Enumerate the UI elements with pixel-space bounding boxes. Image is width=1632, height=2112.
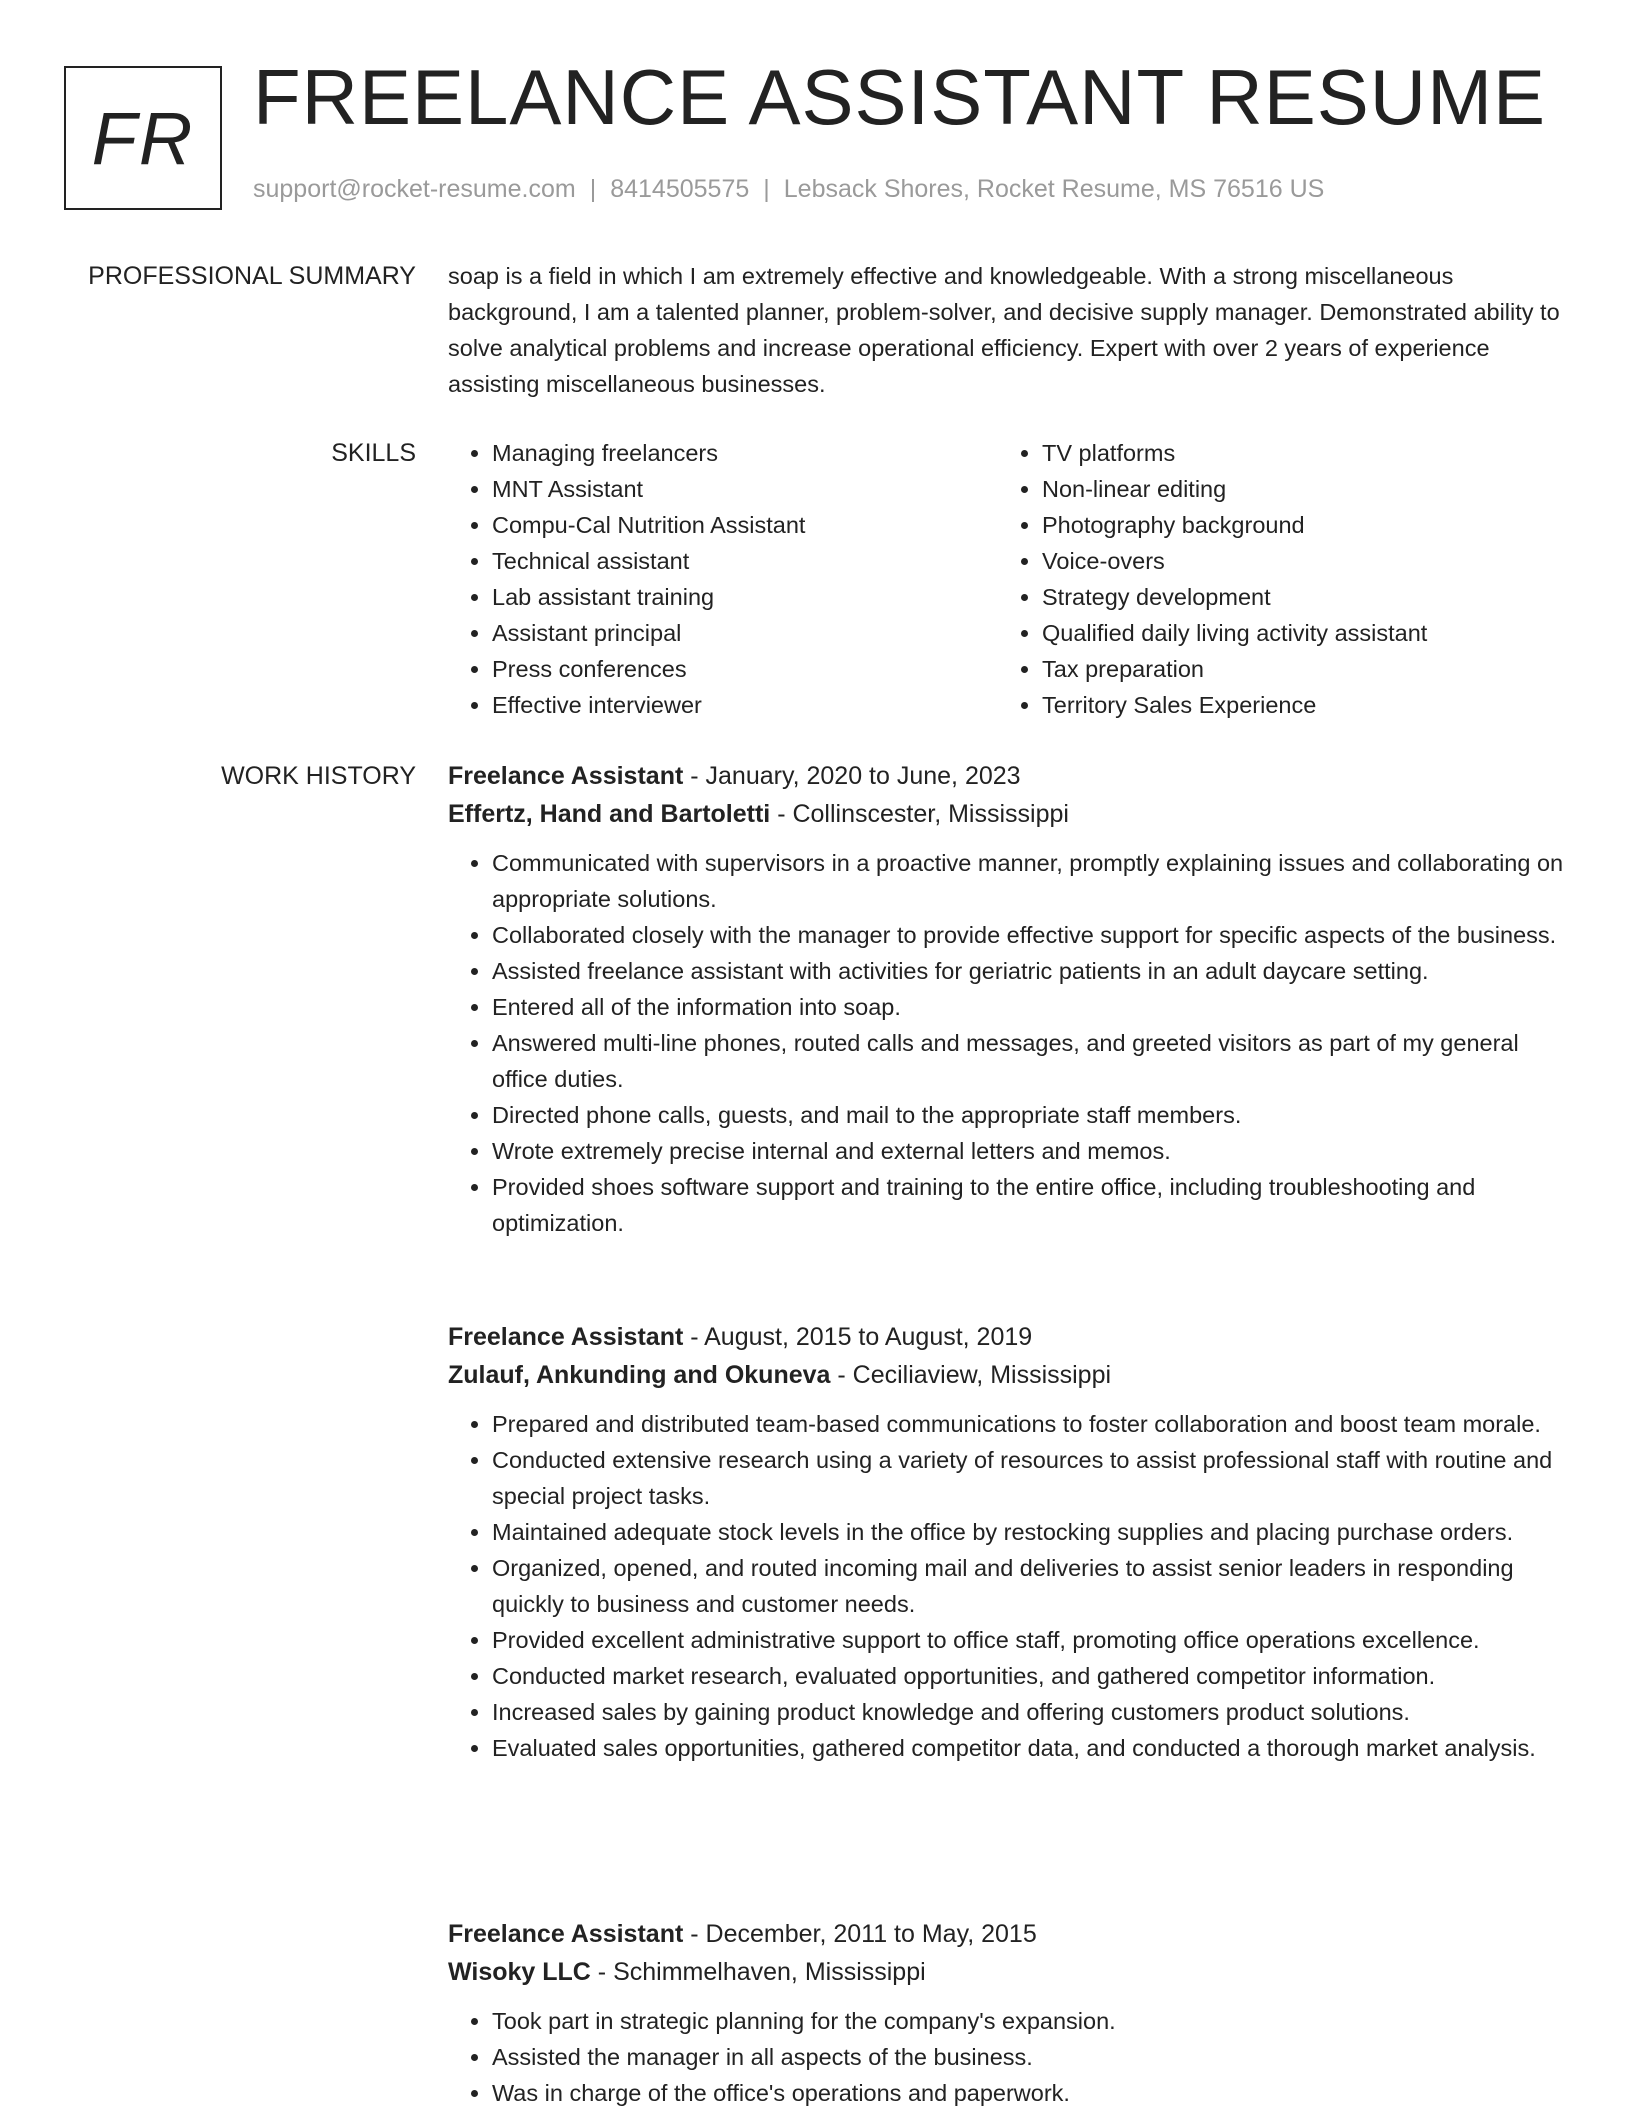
job-location: - Collinscester, Mississippi [770, 800, 1069, 828]
skills-column-right [998, 435, 1558, 723]
skill-item: • Managing freelancers [492, 435, 968, 471]
job-company: Effertz, Hand and Bartoletti [448, 800, 771, 828]
job-title: Freelance Assistant [448, 762, 684, 790]
job-title-line [448, 1915, 1578, 1953]
job-bullet: • Was in charge of the office's operations and paperwork. [492, 2075, 1578, 2111]
job-title-line [448, 1318, 1578, 1356]
job-title: Freelance Assistant [448, 1323, 684, 1351]
job-bullet: • Communicated with supervisors in a proactive manner, promptly explaining issues and collaborating on appropriate solutions. [492, 845, 1578, 917]
job-location: - Ceciliaview, Mississippi [830, 1361, 1112, 1389]
job-bullet: • Assisted freelance assistant with activities for geriatric patients in an adult daycare setting. [492, 953, 1578, 989]
skill-item: • Strategy development [1042, 579, 1558, 615]
job-entry [448, 1915, 1578, 2111]
job-bullets [448, 1406, 1578, 1766]
job-bullet: • Evaluated sales opportunities, gathered competitor data, and conducted a thorough market analysis. [492, 1730, 1578, 1766]
job-bullet: • Conducted market research, evaluated opportunities, and gathered competitor information. [492, 1658, 1578, 1694]
job-bullet: • Entered all of the information into soap. [492, 989, 1578, 1025]
section-label-skills: SKILLS [331, 439, 416, 467]
job-dates: - January, 2020 to June, 2023 [683, 762, 1021, 790]
job-company: Zulauf, Ankunding and Okuneva [448, 1361, 831, 1389]
monogram-logo: FR [64, 66, 222, 210]
skill-item: • Photography background [1042, 507, 1558, 543]
job-dates: - December, 2011 to May, 2015 [683, 1920, 1037, 1948]
skill-item: • MNT Assistant [492, 471, 968, 507]
section-label-work-history: WORK HISTORY [221, 762, 416, 790]
job-bullet: • Provided shoes software support and training to the entire office, including troubleshooting and optimization. [492, 1169, 1578, 1241]
job-title: Freelance Assistant [448, 1920, 684, 1948]
job-bullet: • Assisted the manager in all aspects of the business. [492, 2039, 1578, 2075]
job-title-line [448, 757, 1578, 795]
job-bullet: • Directed phone calls, guests, and mail to the appropriate staff members. [492, 1097, 1578, 1133]
job-bullet: • Maintained adequate stock levels in the office by restocking supplies and placing purchase orders. [492, 1514, 1578, 1550]
skill-item: • Tax preparation [1042, 651, 1558, 687]
skill-item: • Non-linear editing [1042, 471, 1558, 507]
job-company-line [448, 1953, 1578, 1991]
skills-column-left [448, 435, 968, 723]
skill-item: • Territory Sales Experience [1042, 687, 1558, 723]
contact-line [253, 175, 1324, 204]
skill-item: • Compu-Cal Nutrition Assistant [492, 507, 968, 543]
job-bullet: • Organized, opened, and routed incoming mail and deliveries to assist senior leaders in responding quickly to business and customer needs. [492, 1550, 1578, 1622]
summary-text: soap is a field in which I am extremely effective and knowledgeable. With a strong miscellaneous background, I am a talented planner, problem-solver, and decisive supply manager. Demonstrated ability to solve analytical problems and increase operational efficiency. Expert with over 2 years of experience assisting miscellaneous businesses. [448, 263, 1560, 397]
job-bullet: • Prepared and distributed team-based communications to foster collaboration and boost team morale. [492, 1406, 1578, 1442]
skill-item: • Qualified daily living activity assistant [1042, 615, 1558, 651]
contact-email[interactable]: support@rocket-resume.com [253, 175, 576, 203]
skill-item: • TV platforms [1042, 435, 1558, 471]
job-entry [448, 1318, 1578, 1766]
resume-title: FREELANCE ASSISTANT RESUME [253, 53, 1547, 141]
resume-header [0, 0, 1632, 220]
job-bullet: • Collaborated closely with the manager to provide effective support for specific aspects of the business. [492, 917, 1578, 953]
job-bullets [448, 845, 1578, 1241]
skill-item: • Lab assistant training [492, 579, 968, 615]
job-company-line [448, 1356, 1578, 1394]
contact-separator: | [763, 175, 770, 203]
job-location: - Schimmelhaven, Mississippi [590, 1958, 926, 1986]
skill-item: • Assistant principal [492, 615, 968, 651]
job-bullet: • Answered multi-line phones, routed calls and messages, and greeted visitors as part of my general office duties. [492, 1025, 1578, 1097]
job-bullets [448, 2003, 1578, 2111]
job-bullet: • Took part in strategic planning for the company's expansion. [492, 2003, 1578, 2039]
job-bullet: • Increased sales by gaining product knowledge and offering customers product solutions. [492, 1694, 1578, 1730]
skill-item: • Press conferences [492, 651, 968, 687]
skill-item: • Voice-overs [1042, 543, 1558, 579]
job-dates: - August, 2015 to August, 2019 [683, 1323, 1033, 1351]
section-label-summary: PROFESSIONAL SUMMARY [88, 262, 416, 290]
job-bullet: • Wrote extremely precise internal and external letters and memos. [492, 1133, 1578, 1169]
job-company-line [448, 795, 1578, 833]
job-entry [448, 757, 1578, 1241]
job-bullet: • Conducted extensive research using a variety of resources to assist professional staff with routine and special project tasks. [492, 1442, 1578, 1514]
skill-item: • Effective interviewer [492, 687, 968, 723]
skill-item: • Technical assistant [492, 543, 968, 579]
contact-phone[interactable]: 8414505575 [610, 175, 750, 203]
job-company: Wisoky LLC [448, 1958, 591, 1986]
job-bullet: • Provided excellent administrative support to office staff, promoting office operations excellence. [492, 1622, 1578, 1658]
contact-separator: | [589, 175, 597, 203]
contact-address: Lebsack Shores, Rocket Resume, MS 76516 US [783, 175, 1325, 203]
